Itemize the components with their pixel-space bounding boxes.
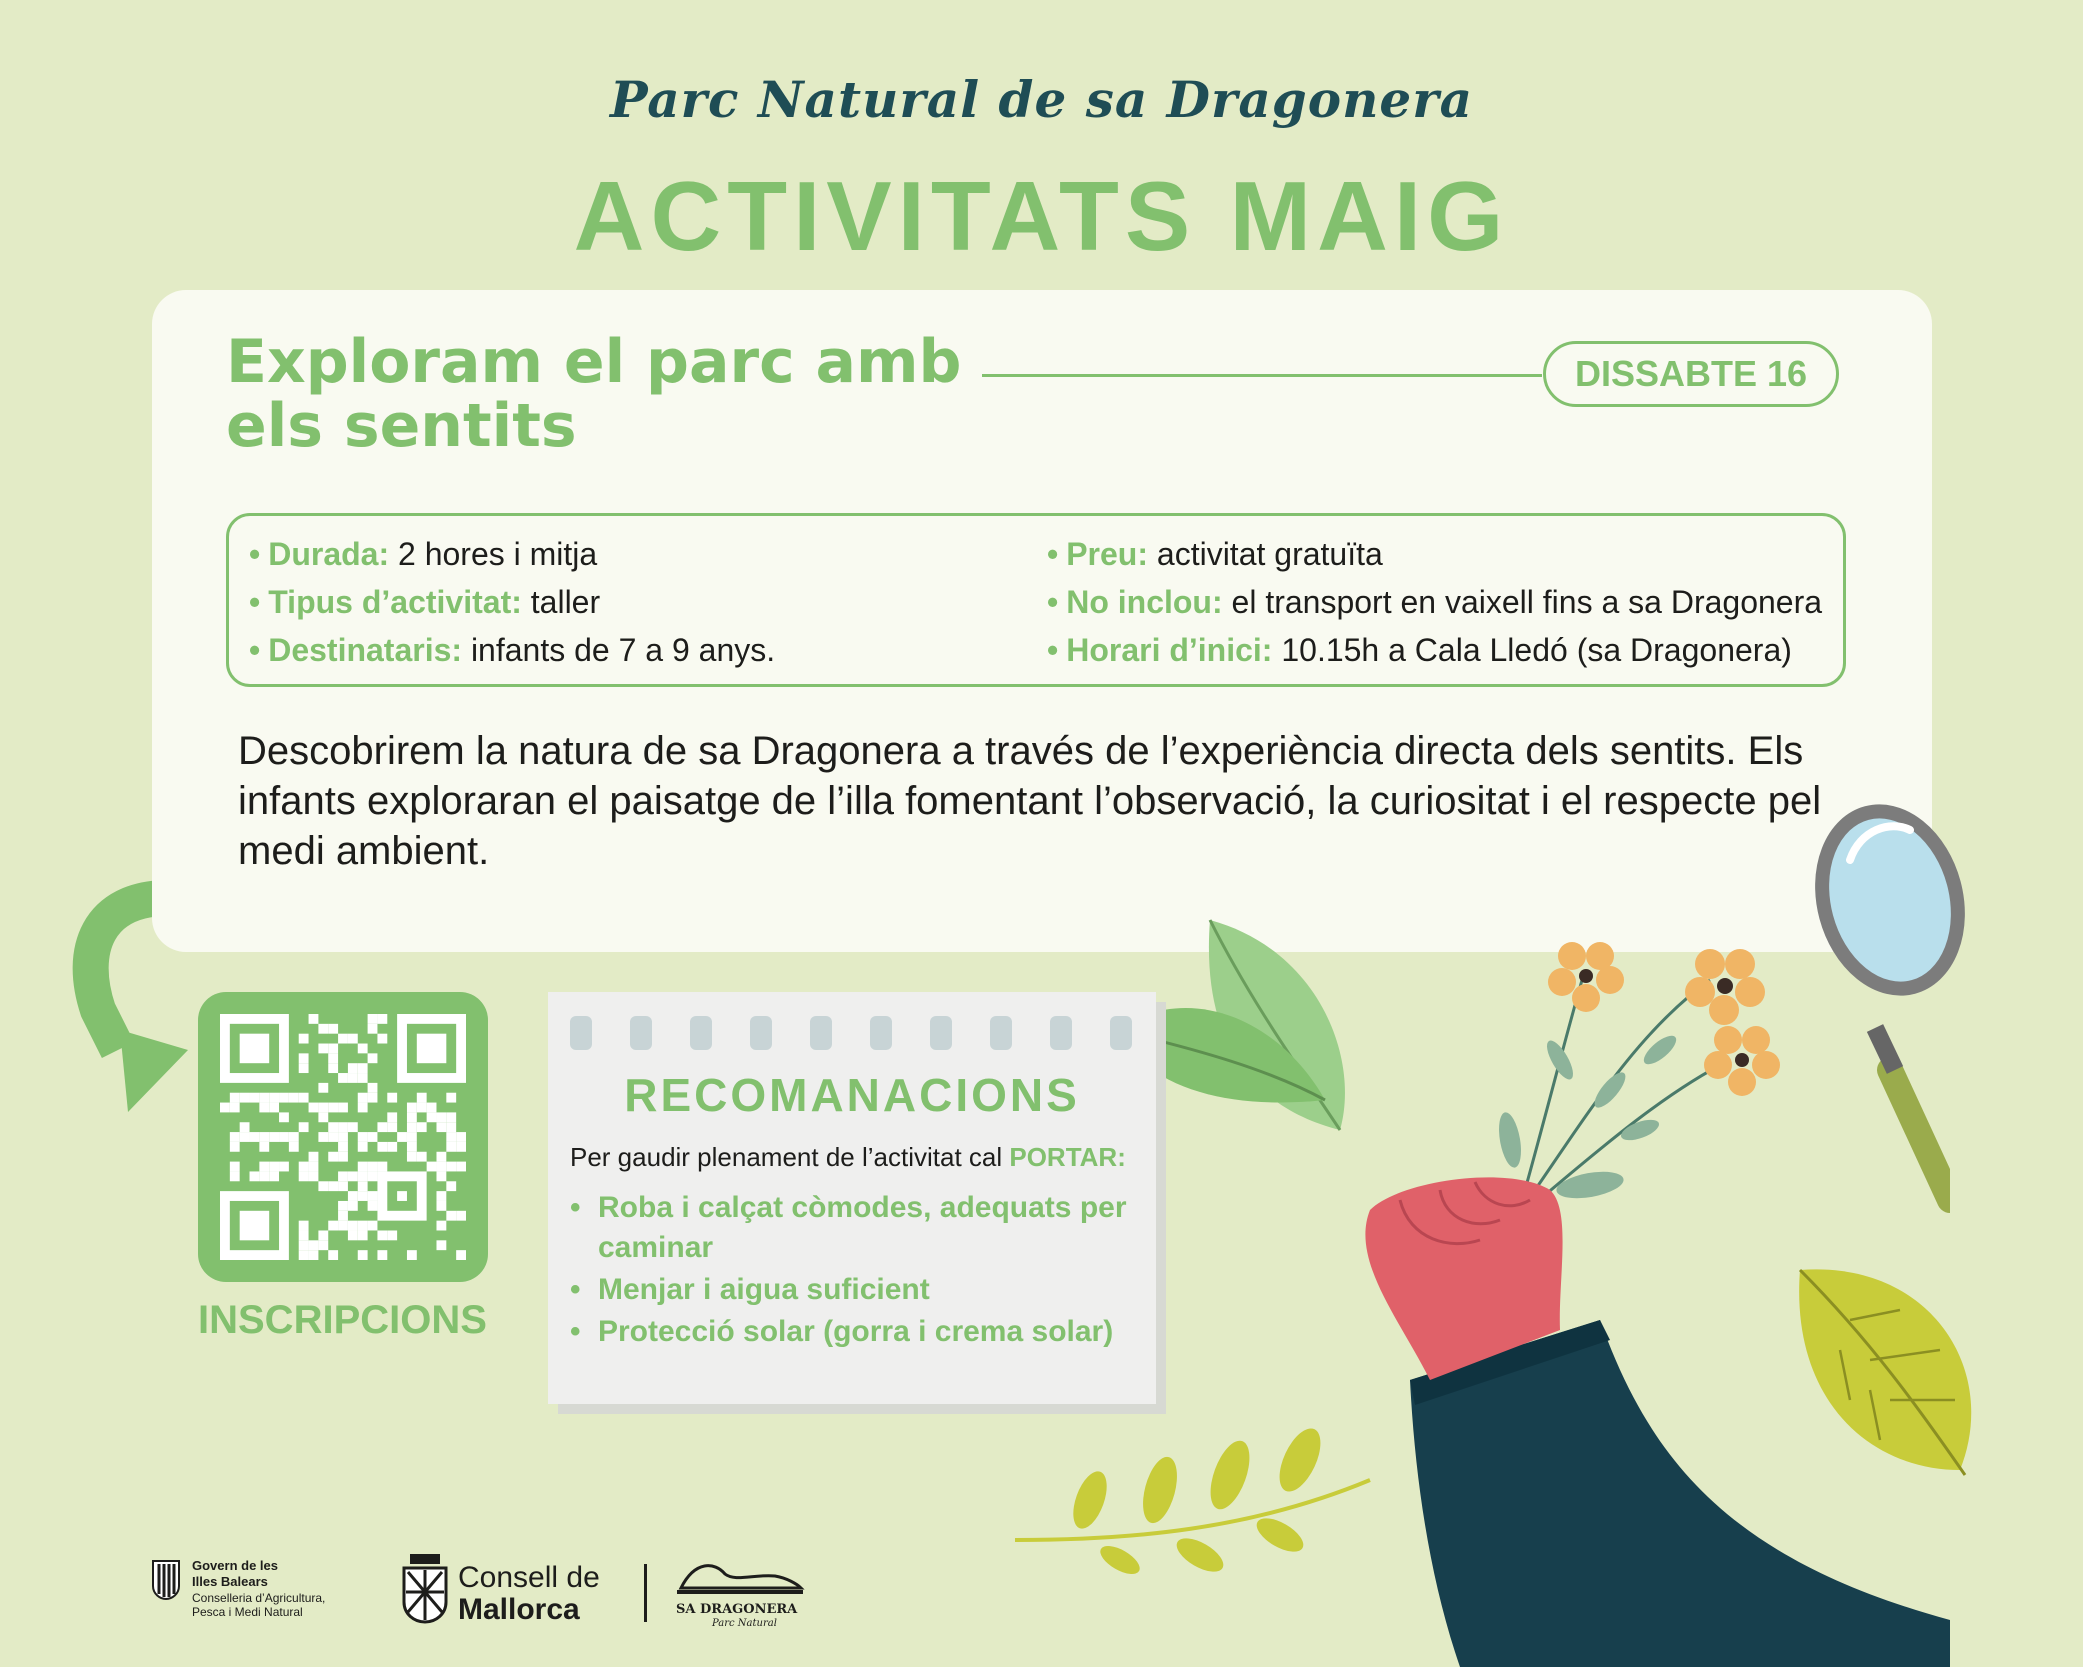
qr-module — [348, 1201, 358, 1211]
qr-module — [328, 1044, 338, 1054]
qr-module — [397, 1132, 407, 1142]
govern-name-1: Govern de les — [192, 1558, 278, 1573]
govern-name-2: Illes Balears — [192, 1574, 268, 1589]
dragonera-subtitle: Parc Natural — [712, 1618, 777, 1629]
qr-module — [348, 1073, 358, 1083]
qr-module — [299, 1230, 309, 1240]
qr-module — [358, 1142, 368, 1152]
notepad-ring — [630, 1016, 652, 1050]
qr-module — [436, 1221, 446, 1231]
qr-module — [269, 1132, 279, 1142]
list-item: • Protecció solar (gorra i crema solar) — [570, 1315, 1114, 1348]
qr-module — [377, 1014, 387, 1024]
list-item: • Menjar i aigua suficient — [570, 1273, 930, 1306]
qr-module — [407, 1103, 417, 1113]
qr-module — [348, 1122, 358, 1132]
qr-module — [338, 1142, 348, 1152]
qr-module — [368, 1014, 378, 1024]
qr-module — [279, 1093, 289, 1103]
qr-module — [259, 1142, 269, 1152]
qr-module — [230, 1171, 240, 1181]
qr-module — [387, 1093, 397, 1103]
list-item: • Roba i calçat còmodes, adequats per caminar — [570, 1191, 1127, 1264]
qr-module — [387, 1230, 397, 1240]
qr-module — [299, 1221, 309, 1231]
qr-module — [309, 1240, 319, 1250]
qr-module — [338, 1034, 348, 1044]
qr-module — [358, 1162, 368, 1172]
registration-qr-code[interactable] — [198, 992, 488, 1282]
qr-module — [338, 1073, 348, 1083]
info-row: • Tipus d’activitat: taller — [249, 584, 601, 620]
qr-module — [446, 1112, 456, 1122]
govern-dept-2: Pesca i Medi Natural — [192, 1605, 303, 1619]
qr-module — [299, 1250, 309, 1260]
qr-module — [358, 1063, 368, 1073]
qr-module — [338, 1132, 348, 1142]
qr-module — [318, 1230, 328, 1240]
qr-module — [446, 1162, 456, 1172]
qr-module — [328, 1103, 338, 1113]
qr-module — [328, 1122, 338, 1132]
qr-module — [368, 1132, 378, 1142]
qr-module — [318, 1112, 328, 1122]
info-row: • Preu: activitat gratuïta — [1047, 536, 1383, 572]
qr-module — [240, 1132, 250, 1142]
qr-module — [446, 1142, 456, 1152]
qr-module — [387, 1142, 397, 1152]
qr-module — [230, 1142, 240, 1152]
qr-module — [299, 1053, 309, 1063]
govern-shield-icon — [152, 1560, 180, 1600]
qr-module — [368, 1221, 378, 1231]
qr-module — [377, 1034, 387, 1044]
qr-module — [240, 1122, 250, 1132]
qr-module — [358, 1044, 368, 1054]
qr-module — [358, 1250, 368, 1260]
consell-crest-icon — [400, 1552, 450, 1624]
qr-module — [338, 1221, 348, 1231]
qr-module — [368, 1191, 378, 1201]
qr-module — [456, 1132, 466, 1142]
activity-title: Exploram el parc amb els sentits — [226, 327, 962, 461]
qr-module — [338, 1211, 348, 1221]
notepad-ring — [930, 1016, 952, 1050]
qr-module — [368, 1201, 378, 1211]
qr-module — [377, 1142, 387, 1152]
dragonera-name: SA DRAGONERA — [676, 1602, 798, 1617]
qr-module — [407, 1132, 417, 1142]
qr-code-icon — [220, 1014, 466, 1260]
qr-module — [220, 1103, 230, 1113]
qr-module — [289, 1132, 299, 1142]
recommendations-intro: Per gaudir plenament de l’activitat cal PORTAR: — [570, 1142, 1126, 1172]
qr-module — [338, 1122, 348, 1132]
info-row: • Durada: 2 hores i mitja — [249, 536, 598, 572]
qr-module — [318, 1240, 328, 1250]
qr-module — [407, 1122, 417, 1132]
notepad-ring — [570, 1016, 592, 1050]
qr-module — [299, 1171, 309, 1181]
notepad-ring — [690, 1016, 712, 1050]
qr-module — [259, 1171, 269, 1181]
qr-module — [269, 1162, 279, 1172]
qr-module — [407, 1142, 417, 1152]
qr-module — [436, 1162, 446, 1172]
activity-description: Descobrirem la natura de sa Dragonera a través de l’experiència directa dels sentits. Els infants exploraran el paisatge de l’illa fomentant l’observació, la curiositat i el respecte pel medi ambient. — [238, 729, 1822, 873]
qr-module — [309, 1162, 319, 1172]
qr-module — [358, 1191, 368, 1201]
qr-module — [269, 1171, 279, 1181]
qr-module — [446, 1132, 456, 1142]
qr-module — [328, 1132, 338, 1142]
notepad-ring — [750, 1016, 772, 1050]
recommendations-list — [570, 1188, 1150, 1354]
qr-module — [338, 1152, 348, 1162]
qr-module — [338, 1103, 348, 1113]
qr-module — [407, 1250, 417, 1260]
magnifying-glass-icon — [1810, 790, 1980, 1040]
qr-module — [427, 1103, 437, 1113]
qr-module — [417, 1093, 427, 1103]
qr-module — [387, 1122, 397, 1132]
qr-module — [417, 1103, 427, 1113]
qr-module — [338, 1171, 348, 1181]
qr-module — [436, 1201, 446, 1211]
qr-module — [368, 1171, 378, 1181]
qr-module — [309, 1103, 319, 1113]
notepad-ring — [810, 1016, 832, 1050]
yellow-leaf-icon — [1790, 1250, 2000, 1480]
qr-module — [309, 1152, 319, 1162]
qr-module — [279, 1162, 289, 1172]
qr-module — [269, 1093, 279, 1103]
qr-module — [230, 1093, 240, 1103]
qr-module — [309, 1014, 319, 1024]
qr-module — [446, 1211, 456, 1221]
qr-module — [407, 1112, 417, 1122]
qr-module — [348, 1034, 358, 1044]
qr-module — [368, 1024, 378, 1034]
qr-module — [328, 1250, 338, 1260]
qr-module — [230, 1132, 240, 1142]
qr-module — [436, 1171, 446, 1181]
qr-module — [456, 1211, 466, 1221]
qr-module — [259, 1162, 269, 1172]
qr-module — [456, 1250, 466, 1260]
qr-module — [328, 1063, 338, 1073]
branch-icon — [1010, 1420, 1380, 1580]
qr-module — [358, 1132, 368, 1142]
qr-module — [348, 1063, 358, 1073]
footer-logos — [150, 1552, 830, 1632]
registration-label: INSCRIPCIONS — [198, 1298, 487, 1342]
qr-module — [318, 1024, 328, 1034]
qr-module — [417, 1152, 427, 1162]
recommendations-title: RECOMANACIONS — [624, 1069, 1080, 1121]
qr-module — [309, 1171, 319, 1181]
recommendations-note — [548, 992, 1156, 1404]
govern-dept-1: Conselleria d’Agricultura, — [192, 1591, 326, 1605]
qr-module — [338, 1201, 348, 1211]
info-column-right — [1047, 530, 1822, 674]
qr-module — [269, 1103, 279, 1113]
qr-module — [446, 1181, 456, 1191]
info-row: • Destinataris: infants de 7 a 9 anys. — [249, 632, 776, 668]
qr-module — [436, 1112, 446, 1122]
info-box — [226, 513, 1846, 687]
qr-module — [318, 1083, 328, 1093]
qr-module — [368, 1083, 378, 1093]
qr-module — [377, 1122, 387, 1132]
qr-module — [436, 1122, 446, 1132]
qr-module — [368, 1162, 378, 1172]
qr-module — [358, 1103, 368, 1113]
qr-module — [456, 1142, 466, 1152]
qr-module — [259, 1093, 269, 1103]
qr-module — [417, 1122, 427, 1132]
info-column-left — [249, 530, 775, 674]
qr-module — [387, 1112, 397, 1122]
qr-module — [358, 1230, 368, 1240]
notepad-ring — [1110, 1016, 1132, 1050]
qr-module — [348, 1191, 358, 1201]
qr-module — [289, 1142, 299, 1152]
qr-module — [328, 1152, 338, 1162]
notepad-ring — [870, 1016, 892, 1050]
notepad-ring — [1050, 1016, 1072, 1050]
qr-module — [279, 1132, 289, 1142]
qr-module — [358, 1221, 368, 1231]
qr-module — [377, 1230, 387, 1240]
page-title: ACTIVITATS MAIG — [573, 161, 1510, 271]
qr-module — [299, 1240, 309, 1250]
qr-module — [348, 1171, 358, 1181]
qr-module — [318, 1103, 328, 1113]
qr-module — [328, 1053, 338, 1063]
qr-module — [299, 1093, 309, 1103]
qr-module — [328, 1181, 338, 1191]
park-name: Parc Natural de sa Dragonera — [610, 70, 1473, 129]
info-row: • Horari d’inici: 10.15h a Cala Lledó (sa Dragonera) — [1047, 632, 1792, 668]
qr-module — [358, 1171, 368, 1181]
qr-module — [309, 1250, 319, 1260]
qr-module — [259, 1103, 269, 1113]
logo-divider — [644, 1564, 647, 1622]
dragonera-island-icon — [675, 1552, 805, 1598]
qr-module — [338, 1181, 348, 1191]
qr-module — [318, 1044, 328, 1054]
date-badge: DISSABTE 16 — [1543, 341, 1839, 407]
qr-module — [240, 1093, 250, 1103]
qr-module — [407, 1152, 417, 1162]
qr-module — [318, 1181, 328, 1191]
qr-module — [456, 1162, 466, 1172]
consell-name-1: Consell de — [458, 1561, 600, 1594]
consell-name-2: Mallorca — [458, 1593, 580, 1626]
qr-module — [279, 1112, 289, 1122]
qr-module — [328, 1221, 338, 1231]
qr-module — [358, 1073, 368, 1083]
info-row: • No inclou: el transport en vaixell fins a sa Dragonera — [1047, 584, 1823, 620]
qr-module — [299, 1122, 309, 1132]
qr-module — [250, 1132, 260, 1142]
qr-module — [436, 1152, 446, 1162]
qr-module — [250, 1171, 260, 1181]
qr-module — [328, 1024, 338, 1034]
qr-module — [250, 1093, 260, 1103]
qr-module — [318, 1132, 328, 1142]
qr-module — [348, 1221, 358, 1231]
qr-module — [289, 1093, 299, 1103]
qr-module — [368, 1093, 378, 1103]
qr-module — [436, 1240, 446, 1250]
qr-module — [427, 1112, 437, 1122]
qr-module — [368, 1053, 378, 1063]
qr-module — [299, 1034, 309, 1044]
qr-module — [299, 1162, 309, 1172]
qr-module — [358, 1181, 368, 1191]
qr-module — [427, 1162, 437, 1172]
qr-module — [230, 1162, 240, 1172]
qr-module — [377, 1250, 387, 1260]
qr-module — [436, 1191, 446, 1201]
qr-module — [446, 1093, 456, 1103]
notepad-ring — [990, 1016, 1012, 1050]
qr-module — [446, 1122, 456, 1132]
qr-module — [230, 1103, 240, 1113]
qr-module — [348, 1230, 358, 1240]
title-divider — [982, 374, 1542, 377]
qr-module — [299, 1063, 309, 1073]
qr-module — [259, 1132, 269, 1142]
qr-module — [377, 1162, 387, 1172]
qr-module — [358, 1093, 368, 1103]
